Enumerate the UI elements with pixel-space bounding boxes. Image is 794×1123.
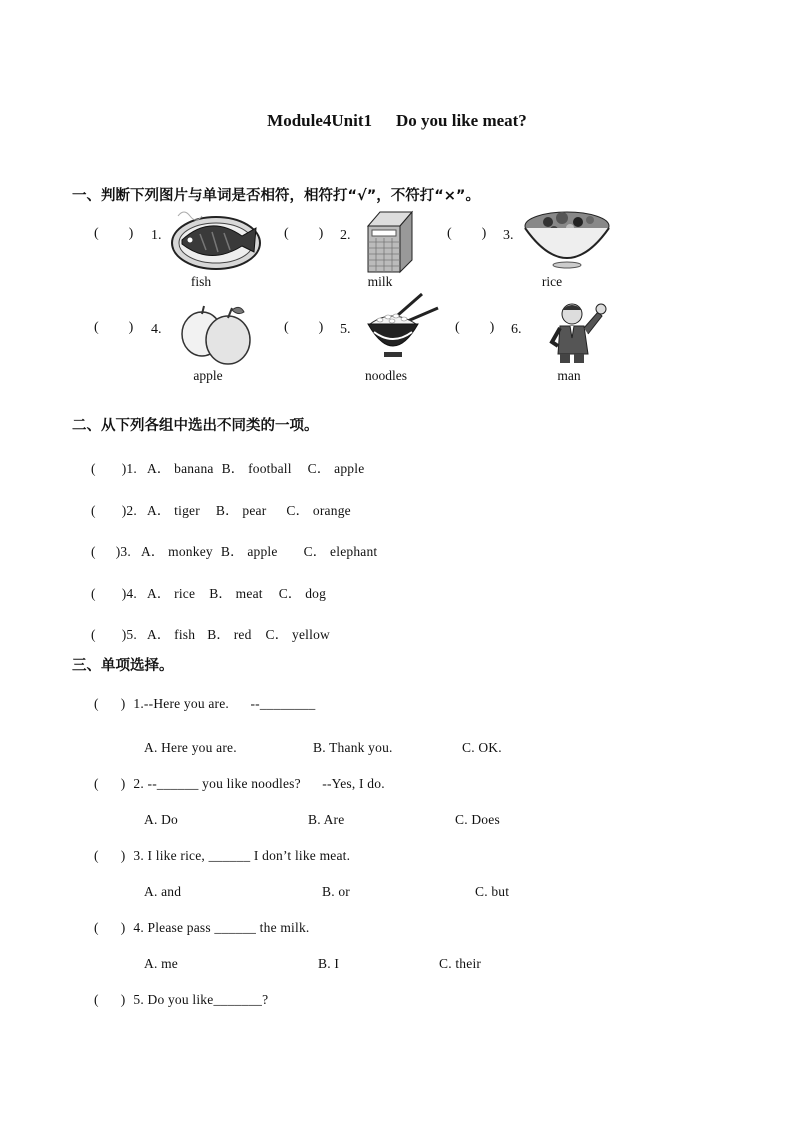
fish-icon	[170, 206, 262, 272]
question-5	[94, 992, 268, 1008]
section1-heading: 一、判断下列图片与单词是否相符，相符打“√”，不符打“×”。	[72, 188, 480, 204]
item-number: 3.	[503, 228, 514, 243]
answer-bracket[interactable]: ( )	[94, 226, 134, 241]
option-b: B． meat	[209, 586, 263, 601]
section2-row-2: ( )2. A． tiger B． pear C． orange	[91, 503, 351, 518]
section2-row-4: ( )4. A． rice B． meat C． dog	[91, 586, 327, 601]
question-3	[94, 848, 350, 864]
section2-row-3: ( )3. A． monkey B． apple C． elephant	[91, 544, 378, 559]
question-text: 1.--Here you are. --________	[133, 696, 316, 711]
option-a: A． monkey	[140, 544, 213, 559]
salad-bowl-icon	[522, 208, 612, 270]
answer-bracket[interactable]: ( )	[94, 920, 126, 935]
word-label: man	[557, 368, 581, 383]
option-b: B． football	[221, 461, 292, 476]
option-c: C． yellow	[265, 627, 330, 642]
answer-bracket[interactable]: (	[91, 503, 96, 518]
option-a: A． tiger	[146, 503, 200, 518]
answer-bracket[interactable]: ( )	[94, 848, 126, 863]
answer-bracket[interactable]: (	[91, 461, 96, 476]
q4-option-a: A. me	[144, 956, 178, 971]
answer-bracket[interactable]: ( )	[94, 776, 126, 791]
option-b: B． red	[207, 627, 252, 642]
section2-row-1: ( )1. A． banana B． football C． apple	[91, 461, 365, 476]
answer-bracket[interactable]: ( )	[94, 320, 134, 335]
title-lesson: Do you like meat?	[396, 111, 527, 130]
answer-bracket[interactable]: ( )	[94, 992, 126, 1007]
milk-carton-icon	[362, 208, 420, 274]
question-1	[94, 696, 315, 712]
item-number: 5.	[340, 322, 351, 337]
option-b: B． pear	[215, 503, 267, 518]
question-text: 5. Do you like_______?	[133, 992, 269, 1007]
q2-option-c: C. Does	[455, 812, 500, 827]
item-number: 2.	[340, 228, 351, 243]
option-c: C． orange	[286, 503, 351, 518]
word-label: fish	[190, 274, 212, 289]
question-4	[94, 920, 309, 936]
rice-bowl-chopsticks-icon	[364, 292, 442, 362]
q2-option-a: A. Do	[144, 812, 178, 827]
word-label: apple	[193, 368, 223, 383]
option-c: C． dog	[278, 586, 327, 601]
answer-bracket[interactable]: ( )	[284, 320, 324, 335]
answer-bracket[interactable]: (	[91, 627, 96, 642]
word-label: noodles	[365, 368, 407, 383]
question-text: 3. I like rice, ______ I don’t like meat.	[133, 848, 351, 863]
option-a: A． banana	[146, 461, 214, 476]
q2-option-b: B. Are	[308, 812, 345, 827]
section2-row-5: ( )5. A． fish B． red C． yellow	[91, 627, 330, 642]
word-label: rice	[541, 274, 563, 289]
man-waving-icon	[546, 298, 610, 364]
q3-option-b: B. or	[322, 884, 350, 899]
q3-option-a: A. and	[144, 884, 182, 899]
item-number: 6.	[511, 322, 522, 337]
item-number: 4.	[151, 322, 162, 337]
page-title	[0, 111, 794, 131]
q1-option-a: A. Here you are.	[144, 740, 237, 755]
answer-bracket[interactable]: (	[91, 544, 96, 559]
q1-option-c: C. OK.	[462, 740, 502, 755]
item-number: 1.	[151, 228, 162, 243]
q1-option-b: B. Thank you.	[313, 740, 393, 755]
question-2	[94, 776, 385, 792]
answer-bracket[interactable]: ( )	[94, 696, 126, 711]
question-text: 4. Please pass ______ the milk.	[133, 920, 310, 935]
option-a: A． fish	[146, 627, 196, 642]
section2-heading: 二、从下列各组中选出不同类的一项。	[72, 418, 319, 434]
answer-bracket[interactable]: ( )	[455, 320, 495, 335]
answer-bracket[interactable]: ( )	[447, 226, 487, 241]
apples-icon	[178, 304, 252, 366]
q4-option-b: B. I	[318, 956, 340, 971]
section3-heading: 三、单项选择。	[72, 658, 174, 674]
question-text: 2. --______ you like noodles? --Yes, I do.	[133, 776, 385, 791]
option-c: C． apple	[307, 461, 365, 476]
word-label: milk	[367, 274, 393, 289]
option-b: B． apple	[220, 544, 278, 559]
title-unit: Module4Unit1	[267, 111, 373, 130]
q4-option-c: C. their	[439, 956, 482, 971]
answer-bracket[interactable]: (	[91, 586, 96, 601]
option-c: C． elephant	[303, 544, 378, 559]
option-a: A． rice	[146, 586, 196, 601]
answer-bracket[interactable]: ( )	[284, 226, 324, 241]
q3-option-c: C. but	[475, 884, 510, 899]
